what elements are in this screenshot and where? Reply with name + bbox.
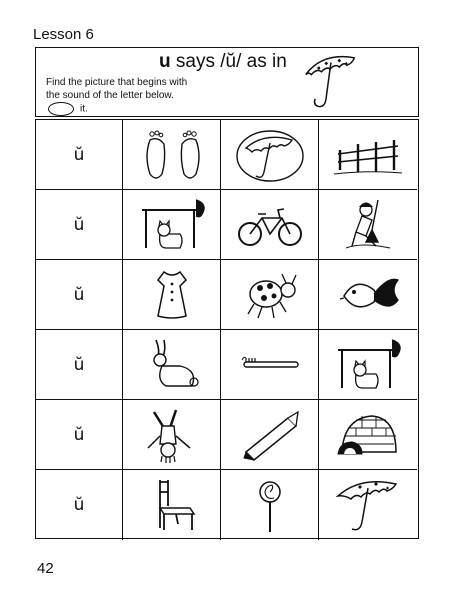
letter-cell: ŭ (36, 120, 123, 190)
picture-dress[interactable] (123, 260, 221, 330)
picture-umbrella[interactable] (319, 470, 417, 540)
dress-icon (136, 266, 208, 324)
worksheet-row (36, 190, 417, 260)
instruction-line-3: it. (80, 103, 88, 115)
letter-cell: ŭ (36, 470, 123, 540)
upside-down-child-icon (136, 406, 208, 464)
toothbrush-icon (234, 336, 306, 394)
picture-igloo[interactable] (319, 400, 417, 470)
picture-worker-digging[interactable] (319, 190, 417, 260)
instruction-line-2: the sound of the letter below. (46, 90, 174, 101)
umbrella-icon (302, 52, 358, 114)
worksheet-row (36, 330, 417, 400)
lollipop-icon (234, 476, 306, 534)
worksheet-row (36, 260, 417, 330)
fence-icon (332, 126, 404, 184)
lesson-label: Lesson 6 (33, 26, 94, 43)
cat-under-bar-icon (332, 336, 404, 394)
picture-bicycle[interactable] (221, 190, 319, 260)
picture-lollipop[interactable] (221, 470, 319, 540)
chair-icon (136, 476, 208, 534)
feet-icon (136, 126, 208, 184)
worksheet-row (36, 120, 417, 190)
fish-icon (332, 266, 404, 324)
picture-fish[interactable] (319, 260, 417, 330)
picture-rabbit[interactable] (123, 330, 221, 400)
igloo-icon (332, 406, 404, 464)
picture-ladybug[interactable] (221, 260, 319, 330)
bicycle-icon (234, 196, 306, 254)
instruction-header (35, 47, 419, 117)
picture-toothbrush[interactable] (221, 330, 319, 400)
letter-cell: ŭ (36, 400, 123, 470)
pencil-icon (234, 406, 306, 464)
letter-cell: ŭ (36, 190, 123, 260)
picture-pencil[interactable] (221, 400, 319, 470)
page-number: 42 (37, 560, 54, 577)
cat-under-bar-icon (136, 196, 208, 254)
header-title (159, 51, 287, 73)
instruction-line-1: Find the picture that begins with (46, 77, 188, 88)
picture-cat-under-bar[interactable] (123, 190, 221, 260)
picture-chair[interactable] (123, 470, 221, 540)
worksheet-grid (35, 119, 419, 539)
umbrella-icon (332, 476, 404, 534)
picture-umbrella-circled[interactable] (221, 120, 319, 190)
ladybug-icon (234, 266, 306, 324)
picture-upside-down-child[interactable] (123, 400, 221, 470)
letter-cell: ŭ (36, 330, 123, 400)
header-letter: u (159, 51, 171, 72)
worker-digging-icon (332, 196, 404, 254)
letter-cell: ŭ (36, 260, 123, 330)
header-title-rest: says /ŭ/ as in (170, 51, 287, 72)
picture-fence[interactable] (319, 120, 417, 190)
worksheet-row (36, 470, 417, 540)
oval-icon (48, 102, 74, 116)
rabbit-icon (136, 336, 208, 394)
picture-feet[interactable] (123, 120, 221, 190)
worksheet-row (36, 400, 417, 470)
picture-cat-under-bar[interactable] (319, 330, 417, 400)
instructions (46, 76, 276, 116)
umbrella-icon (234, 126, 306, 184)
